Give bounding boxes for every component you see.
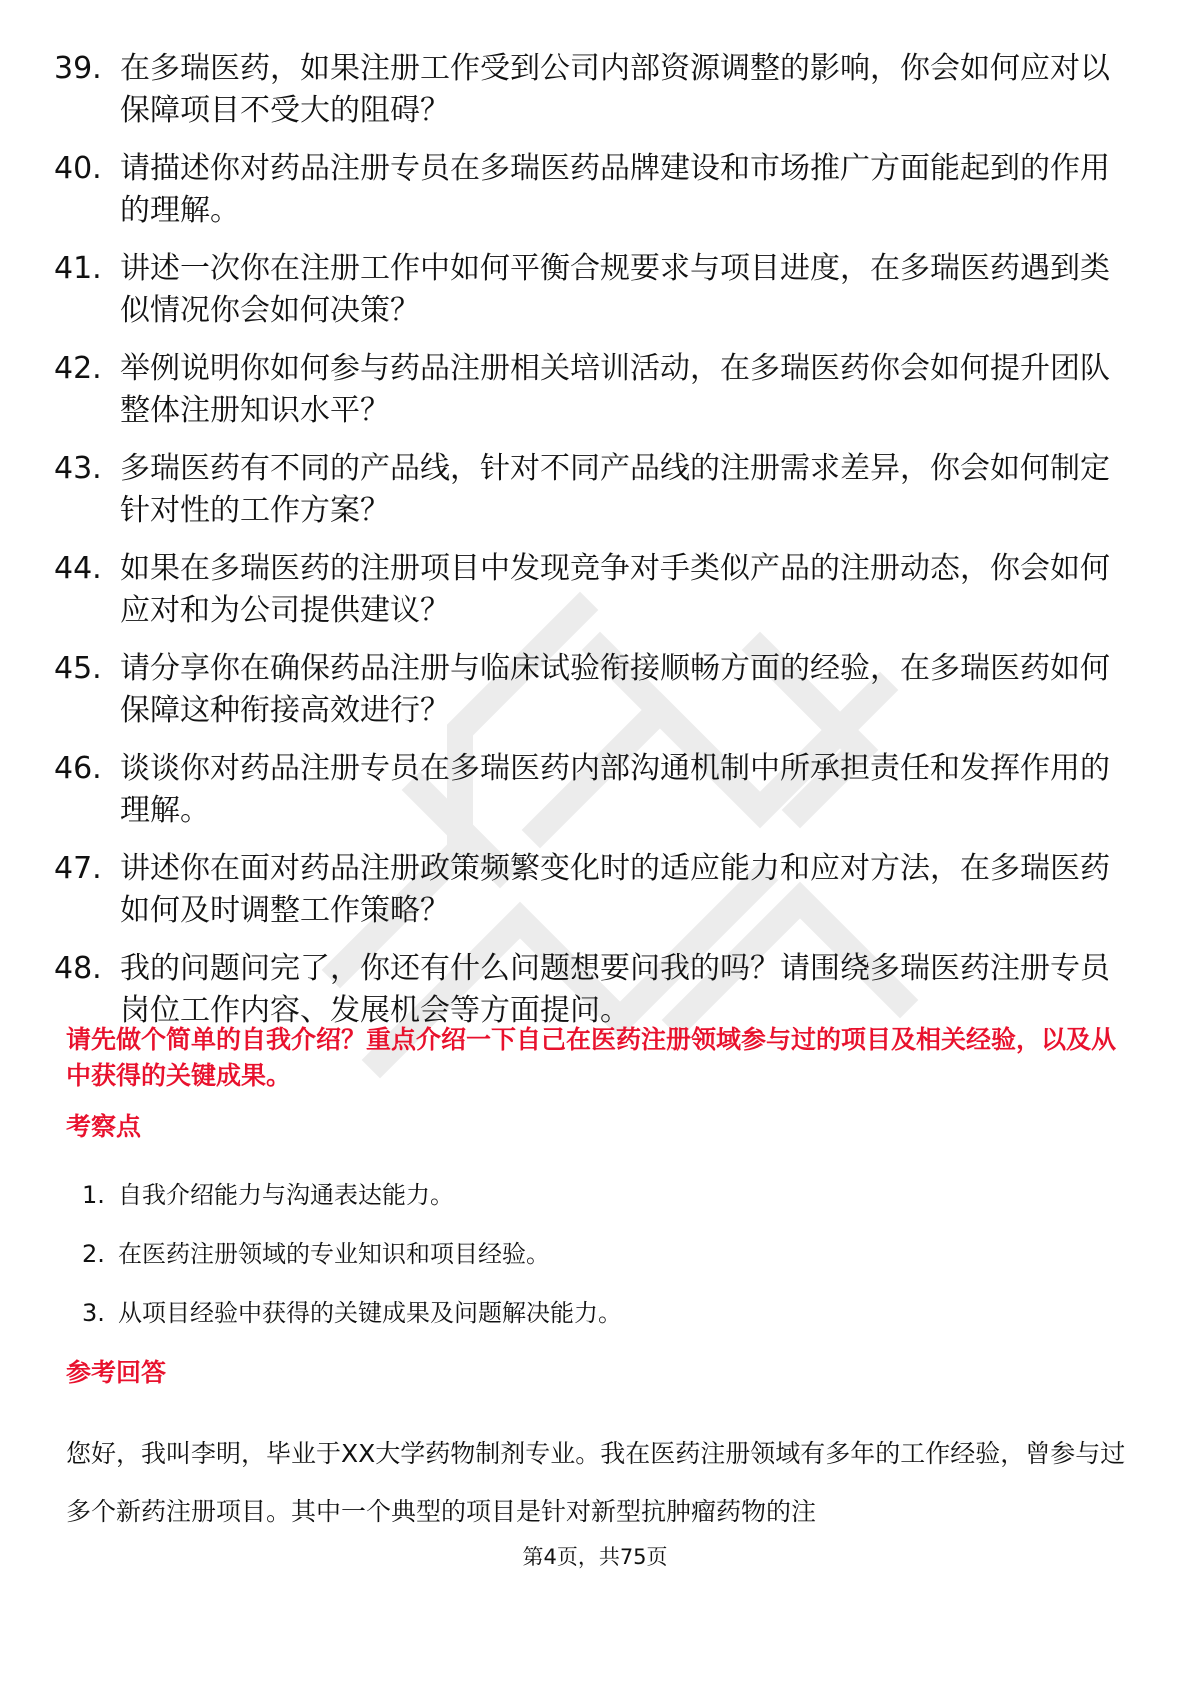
question-text: 如果在多瑞医药的注册项目中发现竞争对手类似产品的注册动态，你会如何应对和为公司提供建议？ xyxy=(120,551,1110,628)
question-number: 43. xyxy=(54,451,102,486)
point-text: 在医药注册领域的专业知识和项目经验。 xyxy=(118,1240,550,1268)
question-text: 在多瑞医药，如果注册工作受到公司内部资源调整的影响，你会如何应对以保障项目不受大的阻碍？ xyxy=(120,51,1110,128)
point-text: 从项目经验中获得的关键成果及问题解决能力。 xyxy=(118,1299,622,1327)
assessment-point xyxy=(82,1178,1122,1212)
question-number: 48. xyxy=(54,951,102,986)
question-item xyxy=(54,748,1134,832)
question-item xyxy=(54,648,1134,732)
question-number: 45. xyxy=(54,651,102,686)
question-number: 44. xyxy=(54,551,102,586)
question-number: 40. xyxy=(54,151,102,186)
reference-answer: 您好，我叫李明，毕业于XX大学药物制剂专业。我在医药注册领域有多年的工作经验，曾参与过多个新药注册项目。其中一个典型的项目是针对新型抗肿瘤药物的注 xyxy=(66,1439,1126,1526)
question-number: 39. xyxy=(54,51,102,86)
question-text: 请描述你对药品注册专员在多瑞医药品牌建设和市场推广方面能起到的作用的理解。 xyxy=(120,151,1110,228)
point-number: 2. xyxy=(82,1240,105,1268)
assessment-point xyxy=(82,1237,1122,1271)
question-text: 多瑞医药有不同的产品线，针对不同产品线的注册需求差异，你会如何制定针对性的工作方案？ xyxy=(120,451,1110,528)
question-text: 讲述一次你在注册工作中如何平衡合规要求与项目进度，在多瑞医药遇到类似情况你会如何决策？ xyxy=(120,251,1110,328)
question-item xyxy=(54,948,1134,1032)
question-item xyxy=(54,548,1134,632)
assessment-points xyxy=(82,1178,1122,1355)
question-text: 我的问题问完了，你还有什么问题想要问我的吗？请围绕多瑞医药注册专员岗位工作内容、发展机会等方面提问。 xyxy=(120,951,1110,1028)
question-item xyxy=(54,348,1134,432)
question-number: 42. xyxy=(54,351,102,386)
question-item xyxy=(54,448,1134,532)
question-text: 谈谈你对药品注册专员在多瑞医药内部沟通机制中所承担责任和发挥作用的理解。 xyxy=(120,751,1110,828)
highlight-question: 请先做个简单的自我介绍？重点介绍一下自己在医药注册领域参与过的项目及相关经验，以及从中获得的关键成果。 xyxy=(66,1025,1117,1090)
question-item xyxy=(54,248,1134,332)
reference-label: 参考回答 xyxy=(66,1358,167,1387)
point-text: 自我介绍能力与沟通表达能力。 xyxy=(118,1181,454,1209)
question-text: 讲述你在面对药品注册政策频繁变化时的适应能力和应对方法，在多瑞医药如何及时调整工作策略？ xyxy=(120,851,1110,928)
point-number: 3. xyxy=(82,1299,105,1327)
question-list xyxy=(54,48,1134,1048)
question-item xyxy=(54,148,1134,232)
question-number: 46. xyxy=(54,751,102,786)
assessment-point xyxy=(82,1296,1122,1330)
question-number: 47. xyxy=(54,851,102,886)
question-text: 举例说明你如何参与药品注册相关培训活动，在多瑞医药你会如何提升团队整体注册知识水平？ xyxy=(120,351,1110,428)
question-number: 41. xyxy=(54,251,102,286)
question-text: 请分享你在确保药品注册与临床试验衔接顺畅方面的经验，在多瑞医药如何保障这种衔接高效进行？ xyxy=(120,651,1110,728)
point-number: 1. xyxy=(82,1181,105,1209)
question-item xyxy=(54,48,1134,132)
assessment-label: 考察点 xyxy=(66,1112,142,1141)
page-footer: 第4页，共75页 xyxy=(522,1545,668,1569)
question-item xyxy=(54,848,1134,932)
